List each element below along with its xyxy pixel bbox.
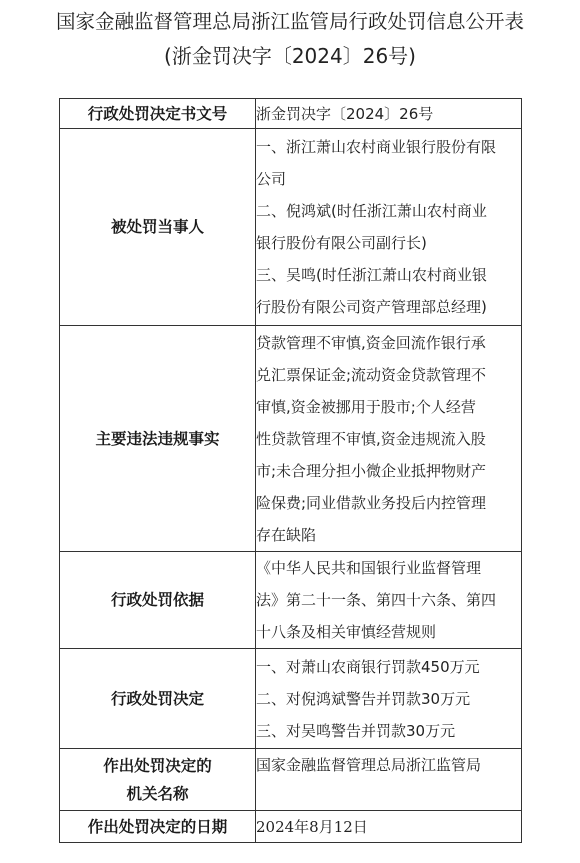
table-row-penalty-decision [60,649,522,749]
row-value-violation-facts [256,326,522,552]
row-label-legal-basis: 行政处罚依据 [60,552,256,649]
value-line: 行股份有限公司资产管理部总经理) [256,298,487,316]
table-row-legal-basis [60,552,522,649]
value-line: 2024年8月12日 [256,817,368,836]
value-line: 一、浙江萧山农村商业银行股份有限 [256,138,497,156]
value-line: 一、对萧山农商银行罚款450万元 [256,657,480,676]
table-row-decision-date [60,811,522,843]
table-row-issuing-authority [60,749,522,811]
value-line: 二、对倪鸿斌警告并罚款30万元 [256,689,471,708]
document-number-subtitle: (浙金罚决字〔2024〕26号) [164,44,416,68]
table-row-violation-facts [60,326,522,552]
value-line: 三、吴鸣(时任浙江萧山农村商业银 [256,266,487,284]
value-line: 存在缺陷 [256,525,317,544]
value-line: 二、倪鸿斌(时任浙江萧山农村商业 [256,202,487,220]
value-line: 兑汇票保证金;流动资金贷款管理不 [256,365,487,384]
row-value-decision-number [256,99,522,129]
value-line: 险保费;同业借款业务投后内控管理 [256,493,487,512]
table-row-penalized-parties [60,129,522,326]
value-line: 浙金罚决字〔2024〕26号 [256,104,434,123]
value-line: 《中华人民共和国银行业监督管理 [256,559,482,577]
value-line: 审慎,资金被挪用于股市;个人经营 [256,397,476,416]
row-label-penalized-parties: 被处罚当事人 [60,129,256,326]
row-value-penalty-decision [256,649,522,749]
row-value-legal-basis [256,552,522,649]
row-value-issuing-authority [256,749,522,811]
row-label-violation-facts: 主要违法违规事实 [60,326,256,552]
row-value-decision-date [256,811,522,843]
row-value-penalized-parties [256,129,522,326]
value-line: 三、对吴鸣警告并罚款30万元 [256,721,456,740]
penalty-info-table [59,98,522,843]
row-label-decision-date: 作出处罚决定的日期 [60,811,256,843]
value-line: 法》第二十一条、第四十六条、第四 [256,591,497,609]
table-row-decision-number [60,99,522,129]
value-line: 公司 [256,170,287,188]
value-line: 贷款管理不审慎,资金回流作银行承 [256,333,486,352]
value-line: 十八条及相关审慎经营规则 [256,623,437,641]
value-line: 银行股份有限公司副行长) [256,234,427,252]
row-label-issuing-authority [60,749,256,811]
page-title: 国家金融监督管理总局浙江监管局行政处罚信息公开表 [55,10,524,33]
value-line: 市;未合理分担小微企业抵押物财产 [256,461,487,480]
value-line: 国家金融监督管理总局浙江监管局 [256,756,482,774]
label-line: 作出处罚决定的 [103,756,212,775]
row-label-penalty-decision: 行政处罚决定 [60,649,256,749]
value-line: 性贷款管理不审慎,资金违规流入股 [256,429,486,448]
label-line: 机关名称 [126,784,189,803]
row-label-decision-number: 行政处罚决定书文号 [60,99,256,129]
